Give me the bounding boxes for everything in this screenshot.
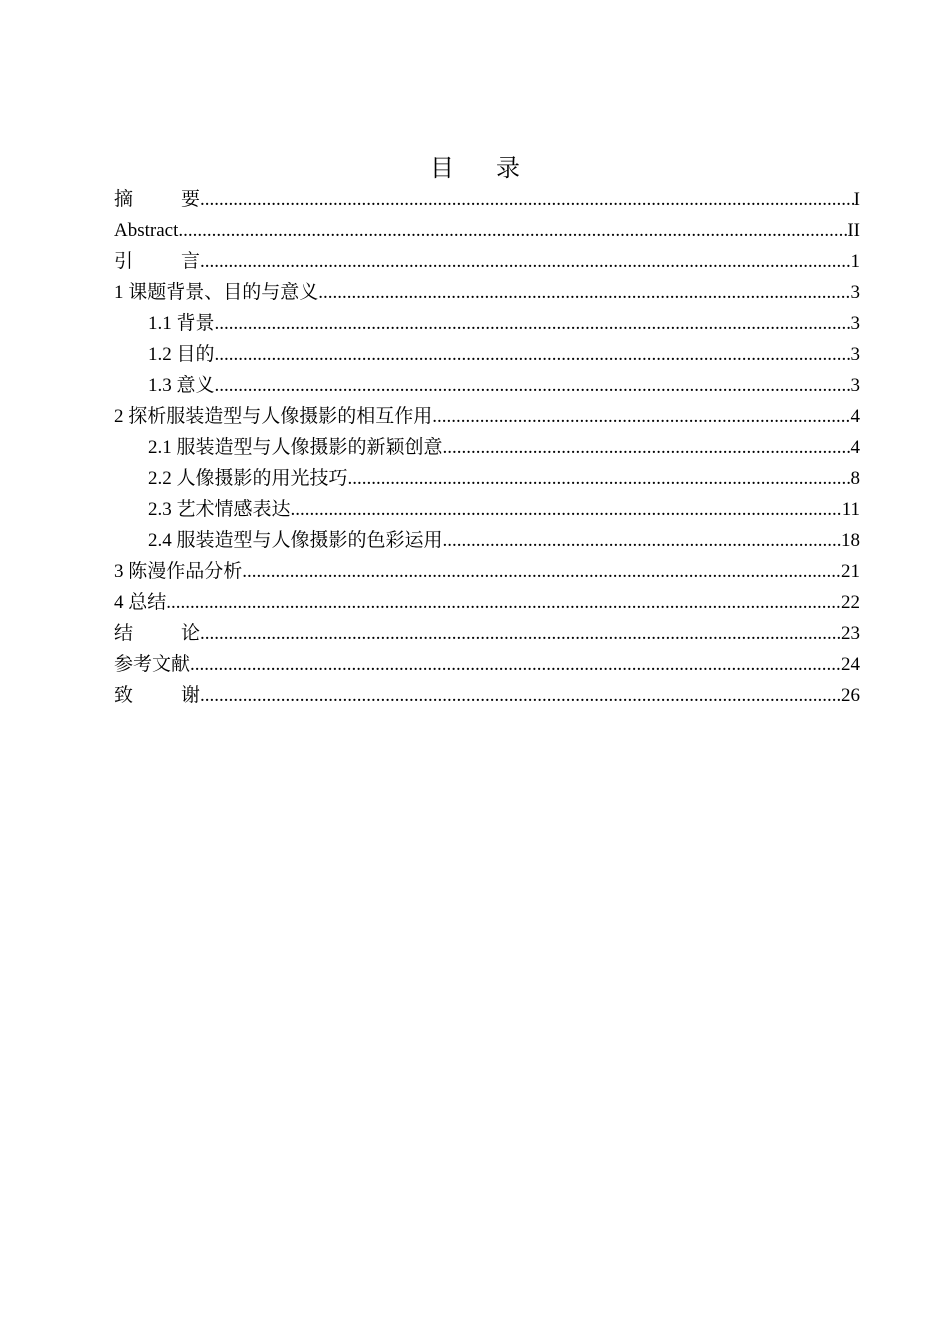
toc-entry[interactable] bbox=[114, 308, 860, 339]
toc-page-number: 3 bbox=[850, 282, 860, 303]
toc-entry-label: 2.1 服装造型与人像摄影的新颖创意 bbox=[148, 437, 443, 458]
toc-page-number: 11 bbox=[841, 499, 860, 520]
toc-page-number: 1 bbox=[850, 251, 860, 272]
toc-dot-leader bbox=[190, 649, 841, 680]
toc-dot-leader bbox=[178, 215, 847, 246]
toc-entry[interactable] bbox=[114, 587, 860, 618]
toc-entry[interactable] bbox=[114, 463, 860, 494]
toc-page-number: 26 bbox=[841, 685, 860, 706]
toc-entry-label bbox=[114, 184, 200, 215]
toc-entry-label-part: 致 bbox=[114, 685, 134, 706]
toc-dot-leader bbox=[291, 494, 842, 525]
toc-entry-label bbox=[114, 618, 200, 649]
toc-entry-label: 4 总结 bbox=[114, 592, 167, 613]
toc-dot-leader bbox=[443, 432, 851, 463]
toc-entry-label-part: 论 bbox=[181, 623, 201, 644]
toc-page-number: 24 bbox=[841, 654, 860, 675]
toc-dot-leader bbox=[200, 184, 854, 215]
toc-entry[interactable] bbox=[114, 246, 860, 277]
toc-entry[interactable] bbox=[114, 370, 860, 401]
toc-entry[interactable] bbox=[114, 277, 860, 308]
toc-page-number: 23 bbox=[841, 623, 860, 644]
toc-title-char-1: 目 bbox=[430, 154, 454, 182]
toc-entry-label: 参考文献 bbox=[114, 654, 191, 675]
toc-entry[interactable] bbox=[114, 556, 860, 587]
toc-entry[interactable] bbox=[114, 184, 860, 215]
toc-entry-label: 1.3 意义 bbox=[148, 375, 215, 396]
toc-dot-leader bbox=[166, 587, 841, 618]
toc-entry[interactable] bbox=[114, 680, 860, 711]
toc-dot-leader bbox=[318, 277, 850, 308]
toc-page-number: 3 bbox=[850, 344, 860, 365]
toc-entry-label-part: 引 bbox=[114, 251, 134, 272]
toc-entry[interactable] bbox=[114, 649, 860, 680]
toc-entry-label-part: 摘 bbox=[114, 189, 134, 210]
toc-entry[interactable] bbox=[114, 494, 860, 525]
toc-dot-leader bbox=[432, 401, 850, 432]
toc-page-number: 3 bbox=[850, 313, 860, 334]
toc-dot-leader bbox=[443, 525, 841, 556]
toc-entry[interactable] bbox=[114, 339, 860, 370]
toc-page-number: 3 bbox=[850, 375, 860, 396]
toc-entry-label-part: 言 bbox=[181, 251, 201, 272]
toc-entry-label: Abstract bbox=[114, 220, 179, 241]
toc-entry-label-part: 要 bbox=[181, 189, 201, 210]
toc-title bbox=[0, 150, 950, 186]
toc-page-number: 22 bbox=[841, 592, 860, 613]
toc-page-number: 21 bbox=[841, 561, 860, 582]
toc-entry[interactable] bbox=[114, 432, 860, 463]
toc-entry-label-part: 谢 bbox=[181, 685, 201, 706]
toc-entry[interactable] bbox=[114, 215, 860, 246]
toc-entry-label: 2 探析服装造型与人像摄影的相互作用 bbox=[114, 406, 433, 427]
toc-page-number: 4 bbox=[850, 437, 860, 458]
toc-entry-label: 2.3 艺术情感表达 bbox=[148, 499, 291, 520]
toc-entry[interactable] bbox=[114, 401, 860, 432]
toc-dot-leader bbox=[200, 618, 841, 649]
toc-entry[interactable] bbox=[114, 525, 860, 556]
toc-entry-label: 1.2 目的 bbox=[148, 344, 215, 365]
toc-entry-label: 1.1 背景 bbox=[148, 313, 215, 334]
toc-entry-label-part: 结 bbox=[114, 623, 134, 644]
toc-page-number: 18 bbox=[841, 530, 860, 551]
toc-entry-label bbox=[114, 246, 200, 277]
toc-dot-leader bbox=[215, 370, 851, 401]
toc-title-char-2: 录 bbox=[496, 154, 520, 182]
toc-entry-label bbox=[114, 680, 200, 711]
toc-dot-leader bbox=[200, 680, 841, 711]
toc-entry-label: 2.2 人像摄影的用光技巧 bbox=[148, 468, 348, 489]
toc-dot-leader bbox=[348, 463, 851, 494]
toc-entry-label: 2.4 服装造型与人像摄影的色彩运用 bbox=[148, 530, 443, 551]
toc-page-number: II bbox=[847, 220, 860, 241]
toc-dot-leader bbox=[200, 246, 850, 277]
toc-dot-leader bbox=[215, 339, 851, 370]
toc-dot-leader bbox=[215, 308, 851, 339]
toc-page-number: 4 bbox=[850, 406, 860, 427]
table-of-contents bbox=[114, 184, 860, 711]
toc-entry-label: 3 陈漫作品分析 bbox=[114, 561, 243, 582]
toc-entry-label: 1 课题背景、目的与意义 bbox=[114, 282, 319, 303]
toc-page-number: I bbox=[853, 189, 860, 210]
toc-entry[interactable] bbox=[114, 618, 860, 649]
toc-page-number: 8 bbox=[850, 468, 860, 489]
toc-dot-leader bbox=[242, 556, 841, 587]
